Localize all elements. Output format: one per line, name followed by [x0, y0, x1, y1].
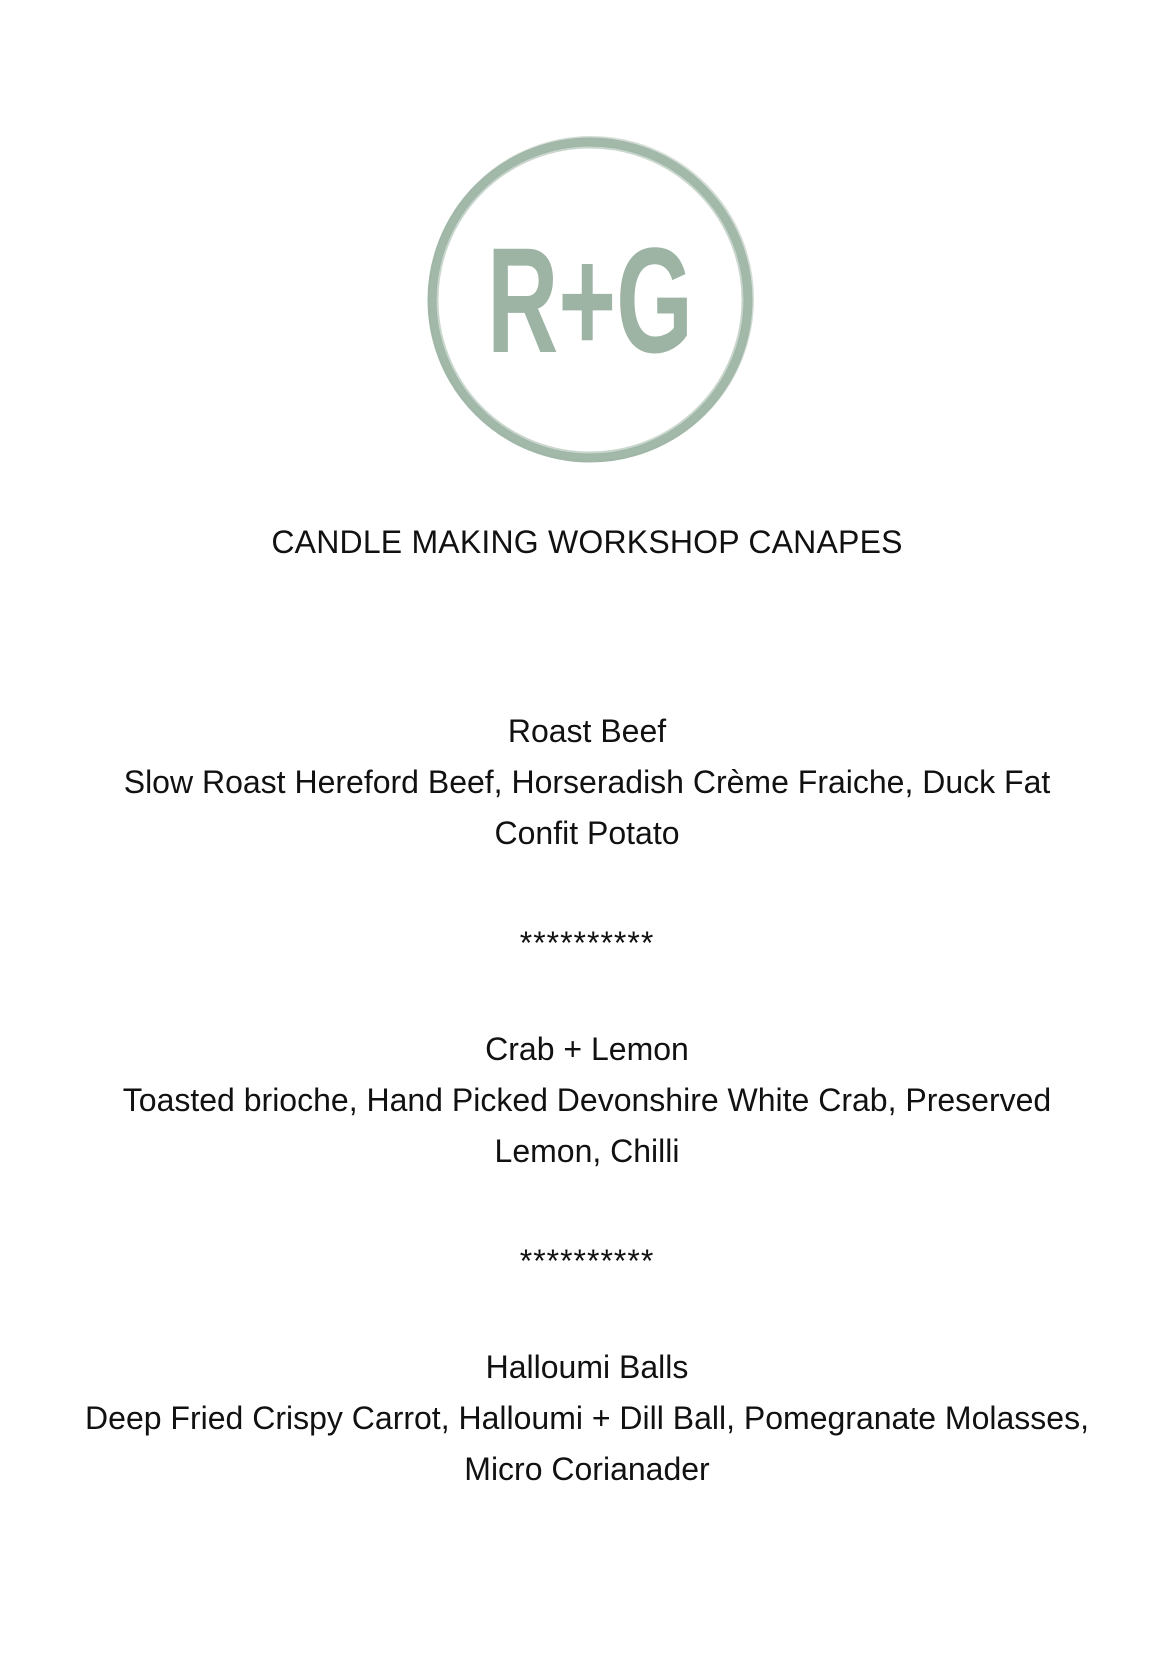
course-name: Halloumi Balls [485, 1349, 689, 1385]
course-description: Deep Fried Crispy Carrot, Halloumi + Dill Ball, Pomegranate Molasses, Micro Corianader [85, 1400, 1089, 1487]
logo-ring-icon [420, 130, 760, 470]
page-title: CANDLE MAKING WORKSHOP CANAPES [271, 524, 903, 560]
course-name: Crab + Lemon [485, 1031, 689, 1067]
course-separator: ********** [519, 1243, 655, 1279]
brand-logo [420, 130, 760, 470]
canape-menu [0, 705, 1174, 1495]
course-name: Roast Beef [507, 713, 667, 749]
course-description: Toasted brioche, Hand Picked Devonshire White Crab, Preserved Lemon, Chilli [122, 1082, 1052, 1169]
course-separator: ********** [519, 925, 655, 961]
menu-course [0, 1023, 1174, 1177]
menu-course [0, 1341, 1174, 1495]
logo-text: R+G [487, 216, 693, 384]
menu-course [0, 705, 1174, 859]
course-description: Slow Roast Hereford Beef, Horseradish Crème Fraiche, Duck Fat Confit Potato [123, 764, 1051, 851]
